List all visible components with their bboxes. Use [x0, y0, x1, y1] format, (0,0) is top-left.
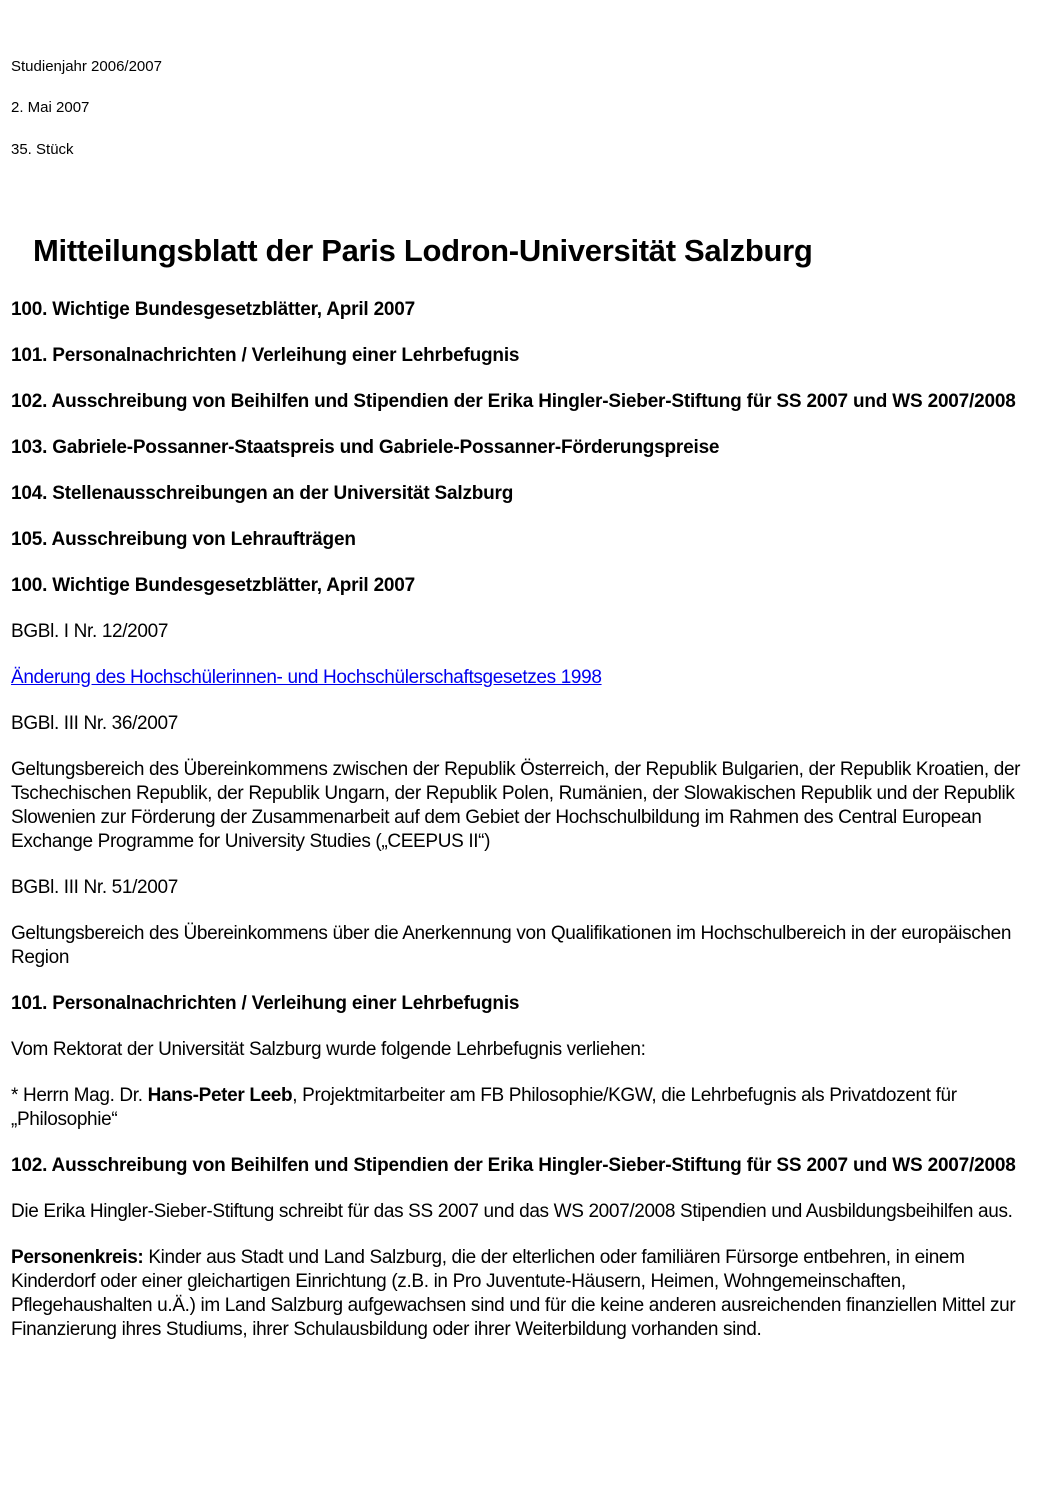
section-heading: 101. Personalnachrichten / Verleihung einer Lehrbefugnis — [11, 993, 520, 1014]
section-100 — [11, 574, 1051, 970]
law-amendment-link[interactable]: Änderung des Hochschülerinnen- und Hochschülerschaftsgesetzes 1998 — [11, 667, 602, 688]
appointment-details: , Projektmitarbeiter am FB Philosophie/KGW, die Lehrbefugnis als Privatdozent für „Philosophie“ — [11, 1085, 957, 1130]
bgbl-description: Geltungsbereich des Übereinkommens zwischen der Republik Österreich, der Republik Bulgarien, der Republik Kroatien, der Tschechischen Republik, der Republik Ungarn, der Republik Polen, Rumänien, der Slowakischen Republik und der Republik Slowenien zur Förderung der Zusammenarbeit auf dem Gebiet der Hochschulbildung im Rahmen des Central European Exchange Programme for University Studies („CEEPUS II“) — [11, 759, 1021, 852]
section-intro: Vom Rektorat der Universität Salzburg wurde folgende Lehrbefugnis verliehen: — [11, 1039, 646, 1060]
section-101 — [11, 992, 1051, 1132]
personenkreis-text: Kinder aus Stadt und Land Salzburg, die der elterlichen oder familiären Fürsorge entbehren, in einem Kinderdorf oder einer gleichartigen Einrichtung (z.B. in Pro Juventute-Häusern, Heimen, Wohngemeinschaften, Pflegehaushalten u.Ä.) im Land Salzburg aufgewachsen sind und für die keine anderen ausreichenden finanziellen Mittel zur Finanzierung ihres Studiums, ihrer Schulausbildung oder ihrer Weiterbildung vorhanden sind. — [11, 1247, 1016, 1340]
bgbl-reference: BGBl. III Nr. 51/2007 — [11, 877, 178, 898]
bgbl-reference: BGBl. III Nr. 36/2007 — [11, 713, 178, 734]
toc-item: 105. Ausschreibung von Lehraufträgen — [11, 529, 356, 550]
person-name: Hans-Peter Leeb — [147, 1085, 293, 1106]
studienjahr: Studienjahr 2006/2007 — [11, 58, 162, 75]
toc-item: 100. Wichtige Bundesgesetzblätter, April 2007 — [11, 299, 416, 320]
page-title: Mitteilungsblatt der Paris Lodron-Universität Salzburg — [33, 233, 813, 268]
toc-item: 103. Gabriele-Possanner-Staatspreis und Gabriele-Possanner-Förderungspreise — [11, 437, 720, 458]
section-heading: 102. Ausschreibung von Beihilfen und Stipendien der Erika Hingler-Sieber-Stiftung für SS 2007 und WS 2007/2008 — [11, 1155, 1016, 1176]
toc-item: 101. Personalnachrichten / Verleihung einer Lehrbefugnis — [11, 345, 520, 366]
table-of-contents — [11, 298, 1051, 552]
date: 2. Mai 2007 — [11, 99, 90, 116]
document-body — [11, 298, 1051, 1364]
issue-number: 35. Stück — [11, 141, 74, 158]
personenkreis-paragraph — [11, 1246, 1051, 1342]
bgbl-reference: BGBl. I Nr. 12/2007 — [11, 621, 169, 642]
section-102 — [11, 1154, 1051, 1342]
personenkreis-label: Personenkreis: — [11, 1247, 144, 1268]
toc-item: 102. Ausschreibung von Beihilfen und Stipendien der Erika Hingler-Sieber-Stiftung für SS 2007 und WS 2007/2008 — [11, 391, 1016, 412]
appointment-prefix: * Herrn Mag. Dr. — [11, 1085, 148, 1106]
toc-item: 104. Stellenausschreibungen an der Universität Salzburg — [11, 483, 514, 504]
appointment-item — [11, 1084, 1051, 1132]
section-intro: Die Erika Hingler-Sieber-Stiftung schreibt für das SS 2007 und das WS 2007/2008 Stipendien und Ausbildungsbeihilfen aus. — [11, 1201, 1013, 1222]
section-heading: 100. Wichtige Bundesgesetzblätter, April 2007 — [11, 575, 416, 596]
bgbl-description: Geltungsbereich des Übereinkommens über die Anerkennung von Qualifikationen im Hochschulbereich in der europäischen Region — [11, 923, 1012, 968]
